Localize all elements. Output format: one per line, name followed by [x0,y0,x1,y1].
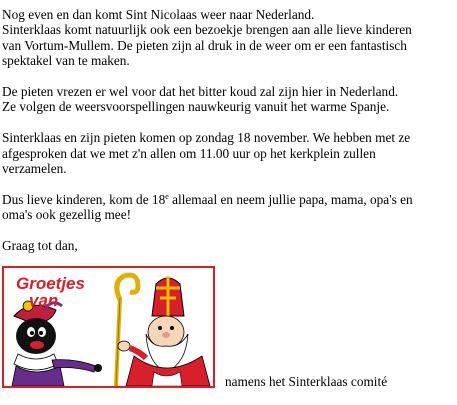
text-line: van Vortum-Mullem. De pieten zijn al druk in de weer om er een fantastisch [2,37,407,53]
text-line: Nog even en dan komt Sint Nicolaas weer naar Nederland. [2,7,315,22]
paragraph-arrival [2,130,457,176]
closing-line: Graag tot dan, [2,238,78,254]
paragraph-weather [2,84,457,115]
card-title-greetings: Groetjes [16,274,85,293]
text-line: spektakel van te maken. [2,53,130,69]
text-line: Sinterklaas komt natuurlijk ook een bezoekje brengen aan alle lieve kinderen [2,22,412,38]
text-line: De pieten vrezen er wel voor dat het bitter koud zal zijn hier in Nederland. [2,84,399,100]
paragraph-invite [2,192,457,223]
signature-text: namens het Sinterklaas comité [225,374,388,389]
text-line [2,192,457,207]
signature-block [2,266,452,391]
ordinal-superscript: e [165,191,169,201]
text-line: verzamelen. [2,161,67,177]
text-line: afgesproken dat we met z'n allen om 11.00 uur op het kerkplein zullen [2,145,376,161]
invite-text-start: Dus lieve kinderen, kom de 18 [2,191,166,207]
paragraph-intro [2,7,457,69]
letter-body [2,7,457,253]
card-title-from: van [29,291,59,310]
text-line: Sinterklaas en zijn pieten komen op zondag 18 november. We hebben met ze [2,130,411,146]
invite-text-end: allemaal en neem jullie papa, mama, opa's en [168,191,413,207]
text-line: Ze volgen de weersvoorspellingen nauwkeurig vanuit het warme Spanje. [2,99,390,115]
text-line: oma's ook gezellig mee! [2,207,132,223]
greeting-card-image [2,266,215,388]
